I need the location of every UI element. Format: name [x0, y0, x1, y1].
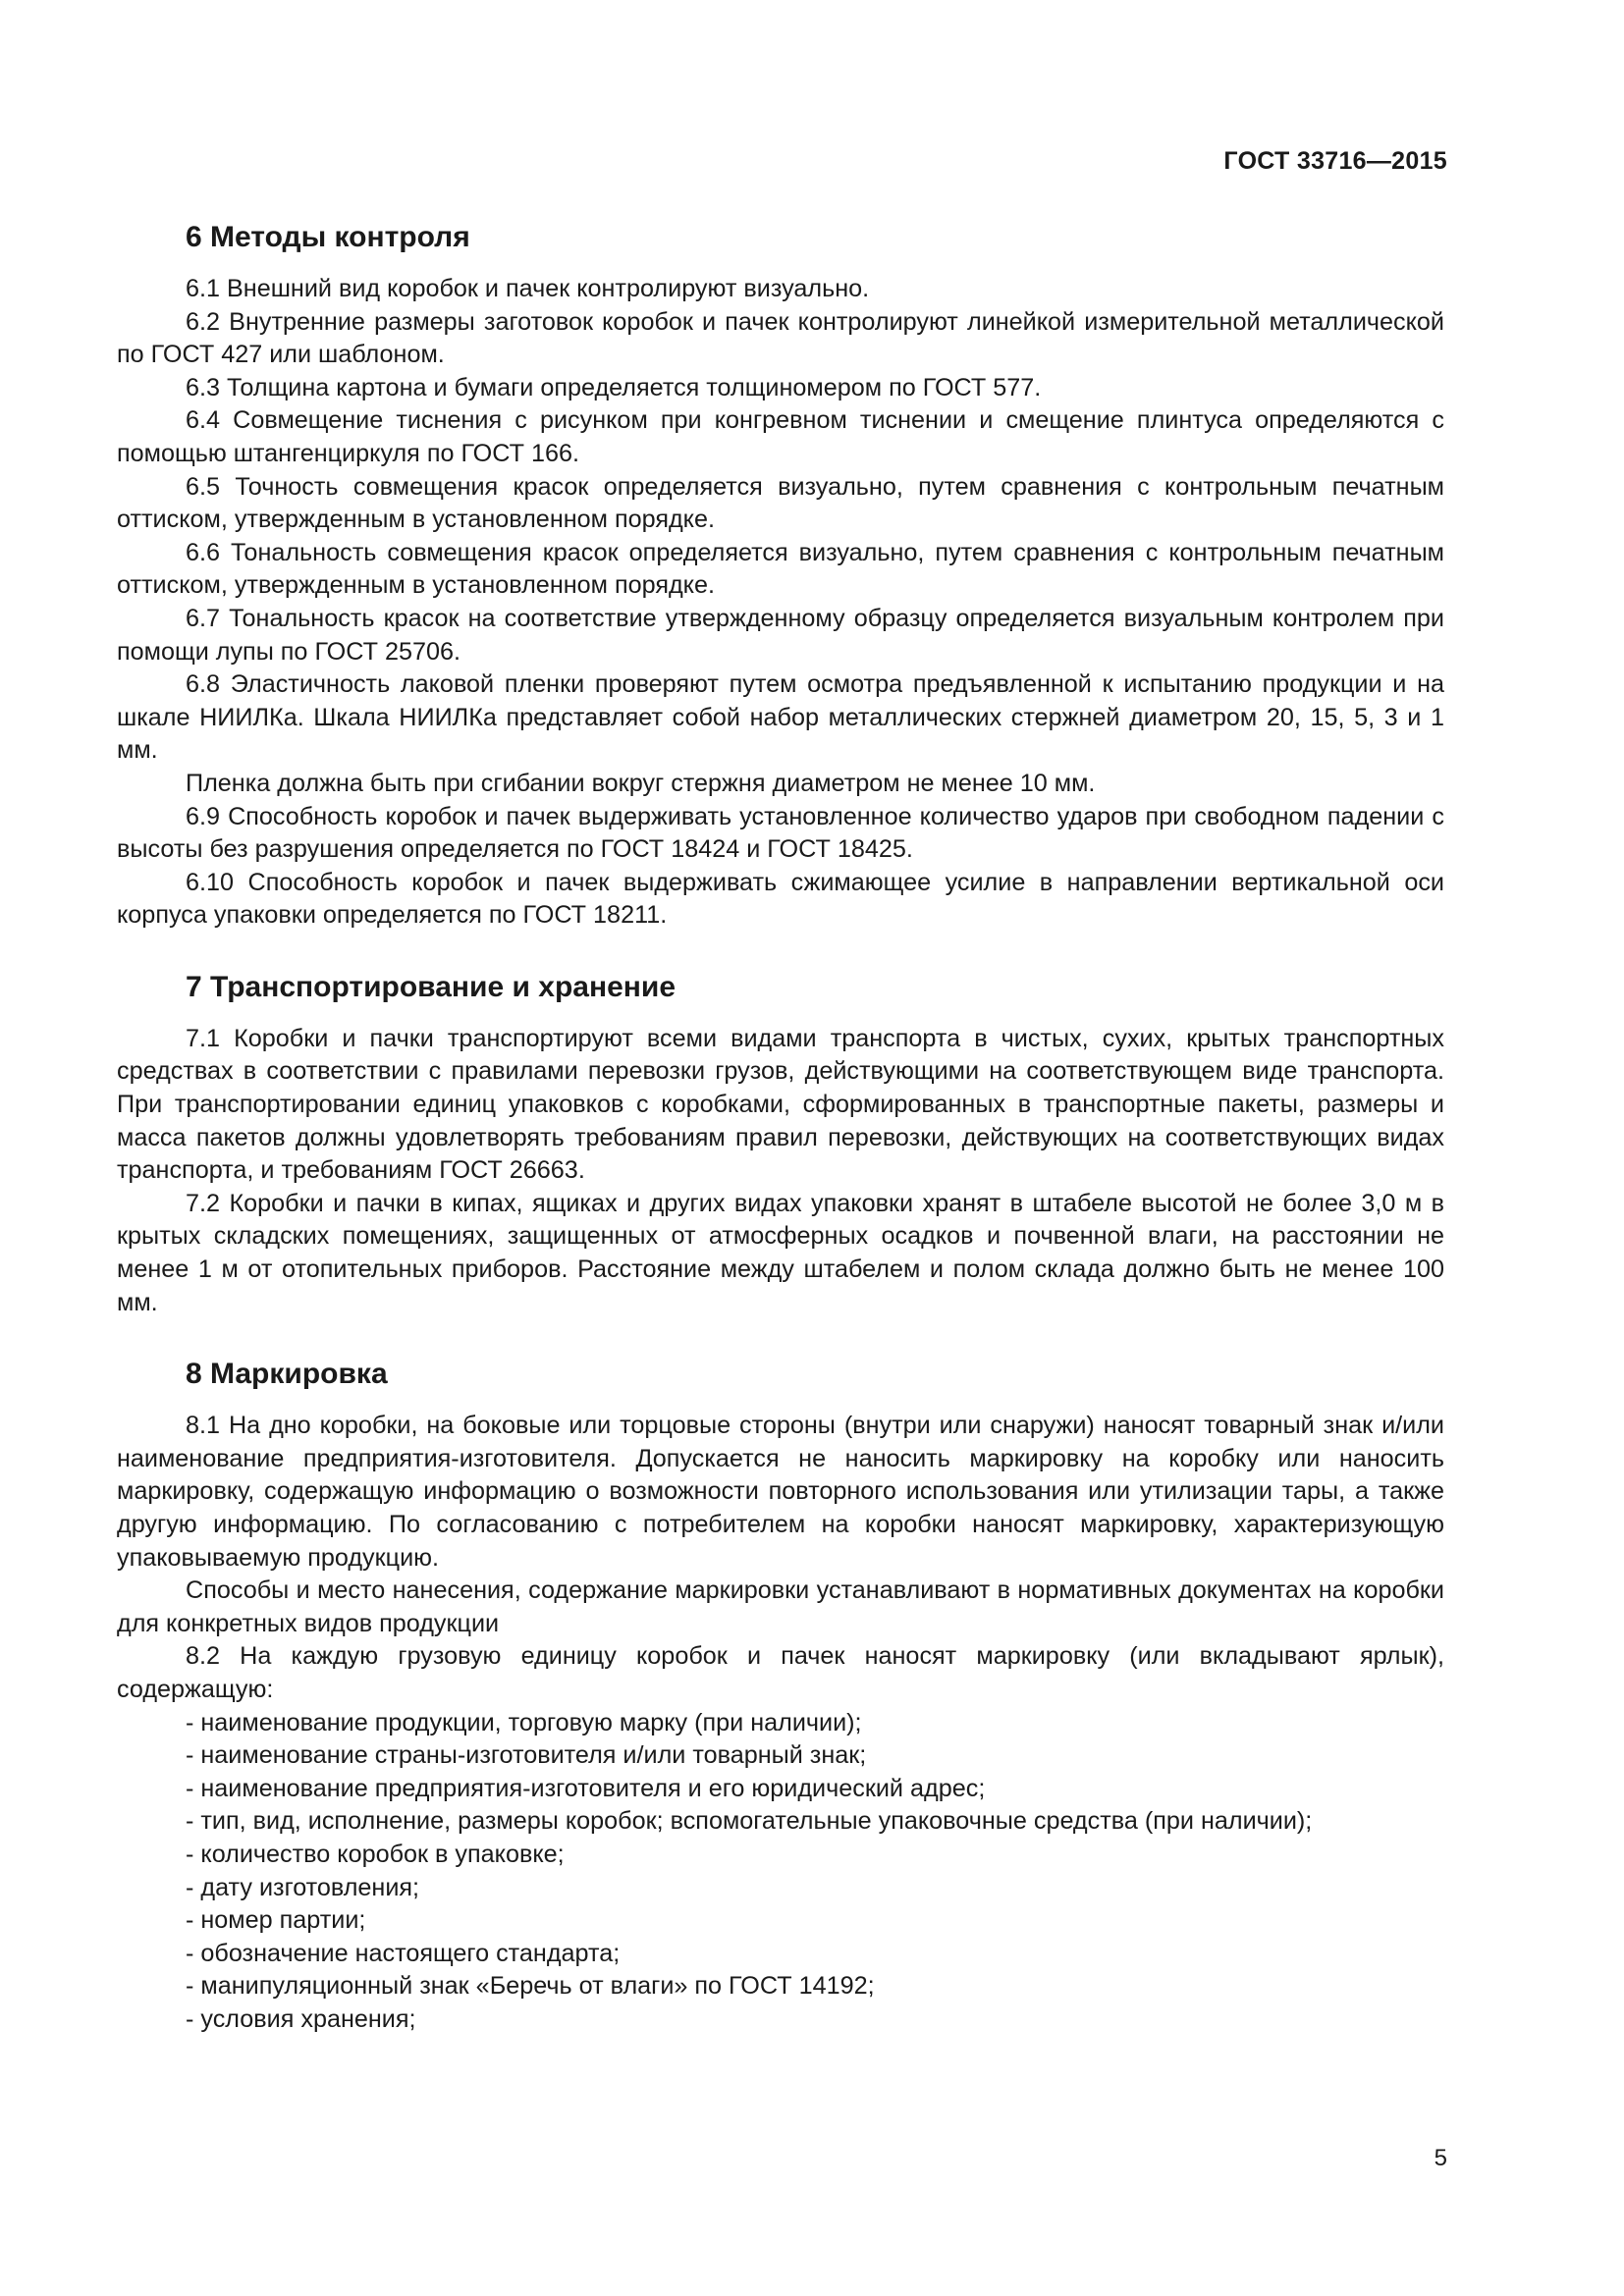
list-item: - условия хранения; — [186, 2004, 416, 2033]
paragraph-8-1: 8.1 На дно коробки, на боковые или торцовые стороны (внутри или снаружи) наносят товарный знак и/или наименование предприятия-изготовителя. Допускается не наносить маркировку на коробку или наносить маркировку, содержащую информацию о возможности повторного использования или утилизации тары, а также другую информацию. По согласованию с потребителем на коробки наносят маркировку, характеризующую упаковываемую продукцию. — [117, 1412, 1444, 1572]
list-item: - количество коробок в упаковке; — [186, 1840, 565, 1868]
paragraph-7-2: 7.2 Коробки и пачки в кипах, ящиках и других видах упаковки хранят в штабеле высотой не более 3,0 м в крытых складских помещениях, защищенных от атмосферных осадков и почвенной влаги, на расстоянии не менее 1 м от отопительных приборов. Расстояние между штабелем и полом склада должно быть не менее 100 мм. — [117, 1189, 1444, 1316]
paragraph-6-8-note: Пленка должна быть при сгибании вокруг стержня диаметром не менее 10 мм. — [186, 769, 1096, 797]
list-item: - обозначение настоящего стандарта; — [186, 1939, 621, 1967]
document-code-header: ГОСТ 33716—2015 — [1223, 147, 1447, 175]
paragraph-6-10: 6.10 Способность коробок и пачек выдерживать сжимающее усилие в направлении вертикальной оси корпуса упаковки определяется по ГОСТ 18211. — [117, 868, 1444, 930]
list-item: - наименование страны-изготовителя и/или товарный знак; — [186, 1741, 867, 1770]
list-item: - дату изготовления; — [186, 1873, 420, 1901]
list-item: - наименование предприятия-изготовителя и его юридический адрес; — [186, 1774, 986, 1802]
paragraph-7-1: 7.1 Коробки и пачки транспортируют всеми видами транспорта в чистых, сухих, крытых транспортных средствах в соответствии с правилами перевозки грузов, действующими на соответствующем виде транспорта. При транспортировании единиц упаковков с коробками, сформированных в транспортные пакеты, размеры и масса пакетов должны удовлетворять требованиям правил перевозки, действующих на соответствующих видах транспорта, и требованиям ГОСТ 26663. — [117, 1024, 1444, 1185]
paragraph-6-2: 6.2 Внутренние размеры заготовок коробок и пачек контролируют линейкой измерительной металлической по ГОСТ 427 или шаблоном. — [117, 307, 1444, 369]
paragraph-6-5: 6.5 Точность совмещения красок определяется визуально, путем сравнения с контрольным печатным оттиском, утвержденным в установленном порядке. — [117, 472, 1444, 534]
marking-requirements-list — [117, 1707, 1444, 2037]
list-item: - номер партии; — [186, 1906, 366, 1935]
list-item: - манипуляционный знак «Беречь от влаги» по ГОСТ 14192; — [186, 1972, 875, 2001]
section-8-marking — [117, 1355, 1444, 2036]
paragraph-6-6: 6.6 Тональность совмещения красок определяется визуально, путем сравнения с контрольным печатным оттиском, утвержденным в установленном порядке. — [117, 538, 1444, 600]
paragraph-6-3: 6.3 Толщина картона и бумаги определяется толщиномером по ГОСТ 577. — [186, 373, 1042, 401]
paragraph-6-8: 6.8 Эластичность лаковой пленки проверяют путем осмотра предъявленной к испытанию продукции и на шкале НИИЛКа. Шкала НИИЛКа представляет собой набор металлических стержней диаметром 20, 15, 5, 3 и 1 мм. — [117, 670, 1444, 765]
paragraph-8-1-note: Способы и место нанесения, содержание маркировки устанавливают в нормативных документах на коробки для конкретных видов продукции — [117, 1576, 1444, 1637]
section-6-control-methods — [117, 218, 1444, 933]
paragraph-6-9: 6.9 Способность коробок и пачек выдерживать установленное количество ударов при свободном падении с высоты без разрушения определяется по ГОСТ 18424 и ГОСТ 18425. — [117, 802, 1444, 864]
section-7-transport-storage — [117, 968, 1444, 1319]
paragraph-6-1: 6.1 Внешний вид коробок и пачек контролируют визуально. — [186, 275, 870, 302]
section-title: 6 Методы контроля — [186, 221, 470, 253]
list-item: - тип, вид, исполнение, размеры коробок; вспомогательные упаковочные средства (при наличии); — [186, 1807, 1313, 1836]
paragraph-6-4: 6.4 Совмещение тиснения с рисунком при конгревном тиснении и смещение плинтуса определяются с помощью штангенциркуля по ГОСТ 166. — [117, 406, 1444, 467]
document-body — [117, 218, 1444, 2037]
section-title: 8 Маркировка — [186, 1358, 388, 1391]
paragraph-8-2: 8.2 На каждую грузовую единицу коробок и пачек наносят маркировку (или вкладывают ярлык), содержащую: — [117, 1642, 1444, 1703]
paragraph-6-7: 6.7 Тональность красок на соответствие утвержденному образцу определяется визуальным контролем при помощи лупы по ГОСТ 25706. — [117, 604, 1444, 666]
section-title: 7 Транспортирование и хранение — [186, 970, 677, 1003]
page-number: 5 — [1434, 2145, 1447, 2171]
list-item: - наименование продукции, торговую марку (при наличии); — [186, 1708, 862, 1736]
